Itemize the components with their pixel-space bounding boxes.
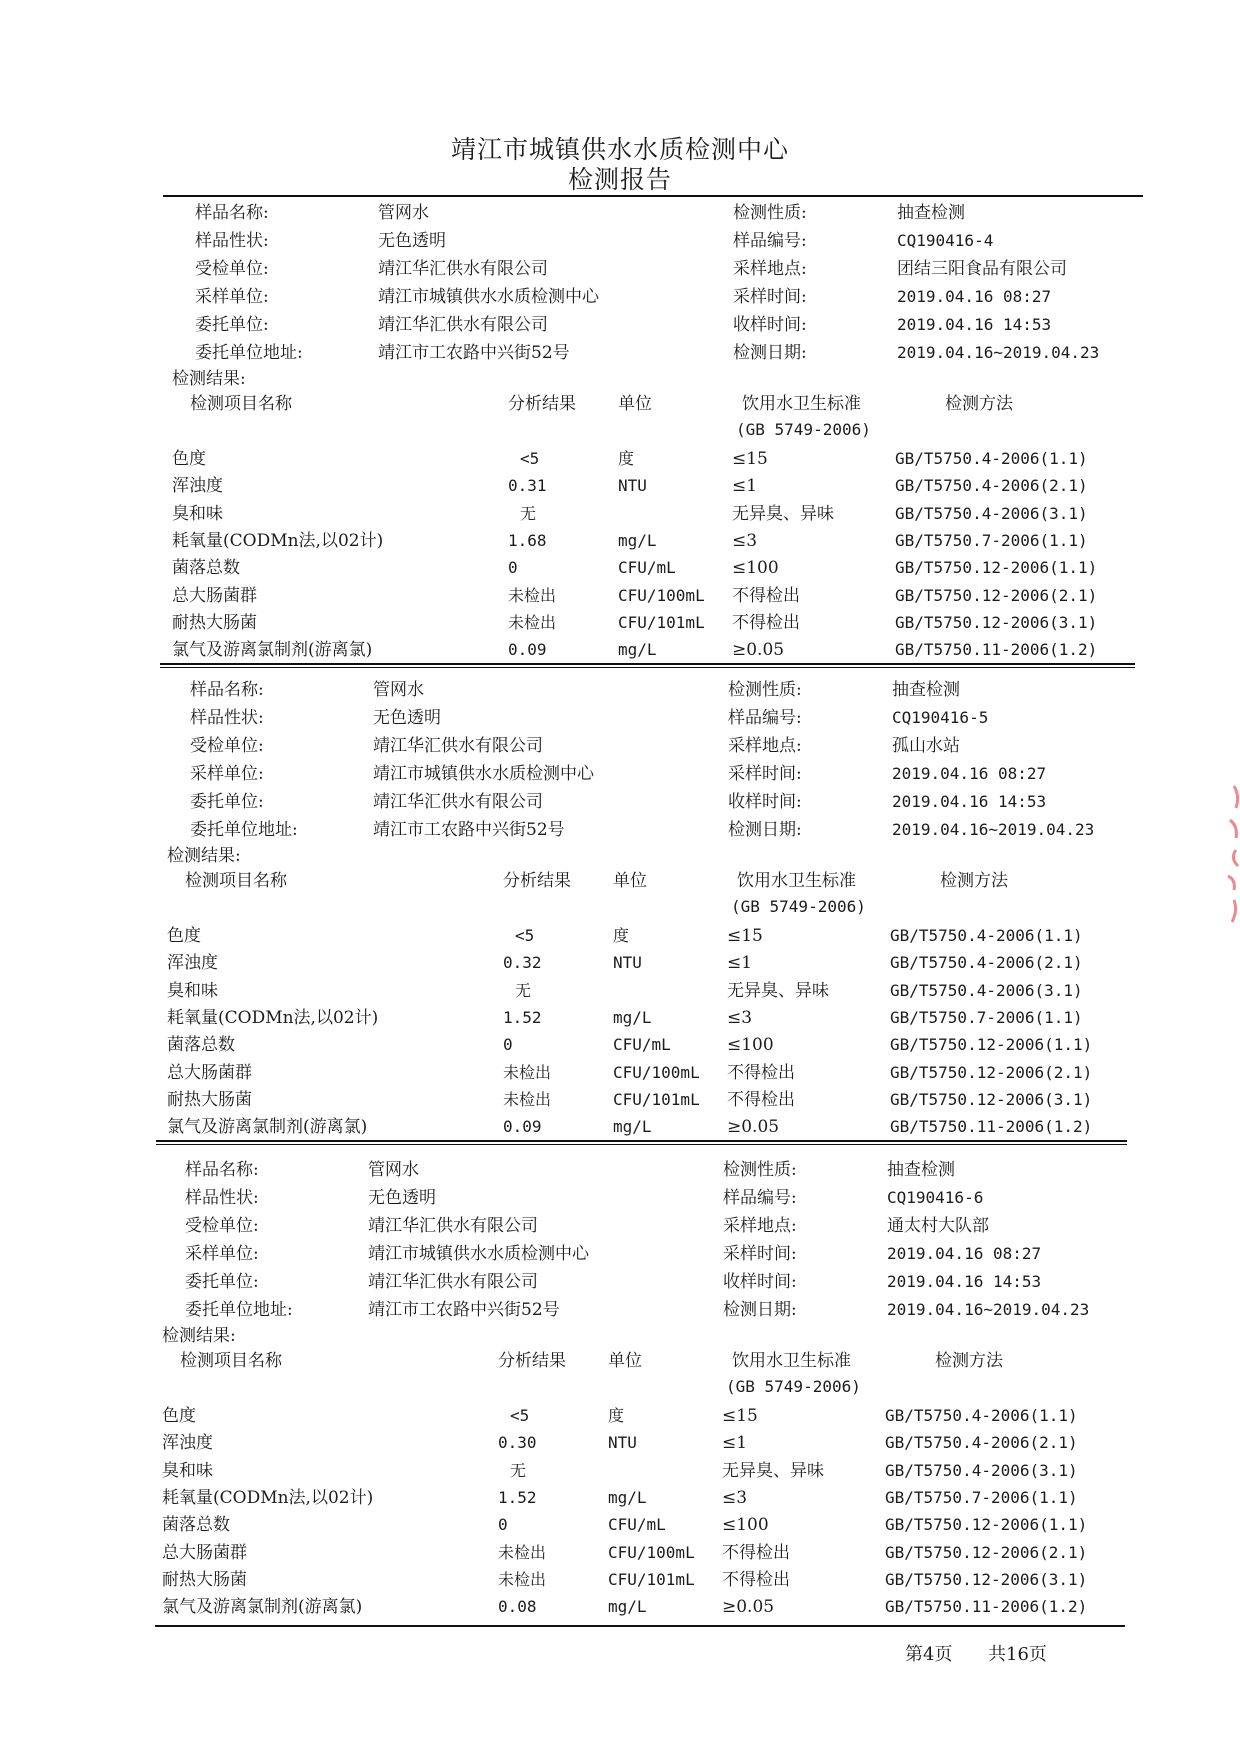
table-row xyxy=(0,1114,1240,1140)
value-sample-name: 管网水 xyxy=(373,680,424,700)
table-row xyxy=(0,1512,1240,1538)
value-sample-no: CQ190416-5 xyxy=(892,708,989,727)
label-sampling-site: 采样地点: xyxy=(733,259,807,279)
table-row xyxy=(0,583,1240,609)
cell-result: <5 xyxy=(515,926,535,945)
cell-item: 耐热大肠菌 xyxy=(167,1089,252,1110)
cell-result: 未检出 xyxy=(498,1542,547,1562)
cell-unit: mg/L xyxy=(613,1007,652,1027)
col-header-method: 检测方法 xyxy=(935,1351,1003,1371)
value-test-date: 2019.04.16~2019.04.23 xyxy=(887,1300,1090,1319)
cell-method: GB/T5750.12-2006(1.1) xyxy=(885,1515,1088,1535)
cell-result: 无 xyxy=(510,1460,527,1480)
table-header-subrow xyxy=(0,1374,1240,1400)
value-client-unit: 靖江华汇供水有限公司 xyxy=(368,1272,538,1292)
table-header-row xyxy=(0,868,1240,894)
cell-unit: CFU/mL xyxy=(613,1035,671,1055)
table-row xyxy=(0,950,1240,976)
info-row xyxy=(0,733,1240,759)
value-client-address: 靖江市工农路中兴街52号 xyxy=(378,343,570,363)
label-sample-no: 样品编号: xyxy=(733,231,807,251)
cell-item: 总大肠菌群 xyxy=(167,1062,252,1083)
cell-unit: 度 xyxy=(608,1406,625,1425)
cell-result: 0.09 xyxy=(503,1117,542,1137)
label-receive-time: 收样时间: xyxy=(733,315,807,335)
col-header-item: 检测项目名称 xyxy=(190,394,292,414)
cell-standard: ≥0.05 xyxy=(727,1117,780,1138)
cell-result: 0.32 xyxy=(503,953,542,973)
label-inspected-unit: 受检单位: xyxy=(195,259,269,279)
cell-result: 0.08 xyxy=(498,1597,537,1617)
label-inspected-unit: 受检单位: xyxy=(185,1216,259,1236)
value-client-unit: 靖江华汇供水有限公司 xyxy=(378,315,548,335)
info-row xyxy=(0,1297,1240,1323)
cell-item: 色度 xyxy=(167,926,201,946)
cell-method: GB/T5750.7-2006(1.1) xyxy=(885,1487,1078,1507)
table-row xyxy=(0,978,1240,1004)
value-receive-time: 2019.04.16 14:53 xyxy=(897,315,1052,334)
value-test-nature: 抽查检测 xyxy=(887,1160,955,1180)
cell-unit: CFU/101mL xyxy=(613,1089,700,1109)
page-number: 第4页 xyxy=(905,1644,953,1665)
cell-method: GB/T5750.4-2006(3.1) xyxy=(895,503,1088,523)
info-row xyxy=(0,1269,1240,1295)
cell-result: 0.09 xyxy=(508,640,547,660)
cell-method: GB/T5750.12-2006(2.1) xyxy=(895,585,1098,605)
label-receive-time: 收样时间: xyxy=(728,792,802,812)
col-header-standard-sub: (GB 5749-2006) xyxy=(731,897,866,916)
cell-result: 未检出 xyxy=(508,612,557,632)
cell-unit: mg/L xyxy=(618,640,657,660)
cell-unit: CFU/100mL xyxy=(608,1542,695,1562)
cell-result: 0.30 xyxy=(498,1433,537,1453)
info-row xyxy=(0,761,1240,787)
cell-item: 氯气及游离氯制剂(游离氯) xyxy=(162,1597,363,1618)
cell-standard: ≤15 xyxy=(722,1406,758,1426)
value-inspected-unit: 靖江华汇供水有限公司 xyxy=(368,1216,538,1236)
table-row xyxy=(0,473,1240,499)
cell-item: 臭和味 xyxy=(167,980,218,1001)
cell-item: 耐热大肠菌 xyxy=(172,612,257,633)
cell-item: 总大肠菌群 xyxy=(162,1542,247,1563)
table-row xyxy=(0,1403,1240,1429)
cell-method: GB/T5750.4-2006(1.1) xyxy=(895,449,1088,468)
section-separator-rule xyxy=(160,667,1135,668)
value-client-unit: 靖江华汇供水有限公司 xyxy=(373,792,543,812)
cell-result: 无 xyxy=(520,503,537,523)
results-heading-row xyxy=(0,366,1240,392)
cell-result: 未检出 xyxy=(503,1089,552,1109)
info-row xyxy=(0,1213,1240,1239)
results-heading: 检测结果: xyxy=(167,846,241,866)
label-test-nature: 检测性质: xyxy=(723,1160,797,1180)
value-test-nature: 抽查检测 xyxy=(892,680,960,700)
info-row xyxy=(0,284,1240,310)
cell-standard: 不得检出 xyxy=(727,1062,795,1083)
table-header-row xyxy=(0,391,1240,417)
cell-unit: CFU/101mL xyxy=(618,612,705,632)
label-sample-nature: 样品性状: xyxy=(185,1188,259,1208)
cell-standard: ≤3 xyxy=(727,1007,753,1028)
label-sampling-time: 采样时间: xyxy=(728,764,802,784)
cell-unit: mg/L xyxy=(613,1117,652,1137)
label-test-nature: 检测性质: xyxy=(733,203,807,223)
cell-item: 色度 xyxy=(172,449,206,469)
cell-standard: ≥0.05 xyxy=(722,1597,775,1618)
col-header-standard-sub: (GB 5749-2006) xyxy=(726,1377,861,1396)
table-row xyxy=(0,1594,1240,1620)
value-sampling-site: 孤山水站 xyxy=(892,736,960,756)
bottom-rule xyxy=(155,1625,1125,1627)
cell-standard: ≥0.05 xyxy=(732,640,785,661)
value-sampling-time: 2019.04.16 08:27 xyxy=(892,764,1047,783)
report-section xyxy=(0,200,1240,670)
value-sample-nature: 无色透明 xyxy=(368,1188,436,1208)
cell-result: 无 xyxy=(515,980,532,1000)
label-sampling-site: 采样地点: xyxy=(728,736,802,756)
label-sample-nature: 样品性状: xyxy=(190,708,264,728)
cell-standard: 无异臭、异味 xyxy=(727,980,829,1001)
col-header-item: 检测项目名称 xyxy=(180,1351,282,1371)
label-sampling-unit: 采样单位: xyxy=(195,287,269,307)
cell-result: 未检出 xyxy=(508,585,557,605)
report-section xyxy=(0,1157,1240,1627)
cell-unit: CFU/101mL xyxy=(608,1569,695,1589)
cell-item: 菌落总数 xyxy=(162,1515,230,1536)
table-row xyxy=(0,555,1240,581)
value-client-address: 靖江市工农路中兴街52号 xyxy=(368,1300,560,1320)
info-row xyxy=(0,228,1240,254)
label-client-unit: 委托单位: xyxy=(185,1272,259,1292)
label-client-address: 委托单位地址: xyxy=(185,1300,293,1320)
cell-item: 臭和味 xyxy=(172,503,223,524)
label-test-date: 检测日期: xyxy=(728,820,802,840)
cell-method: GB/T5750.12-2006(2.1) xyxy=(885,1542,1088,1562)
cell-result: 0.31 xyxy=(508,476,547,496)
table-header-subrow xyxy=(0,894,1240,920)
value-sample-name: 管网水 xyxy=(368,1160,419,1180)
cell-standard: 不得检出 xyxy=(732,612,800,633)
label-test-date: 检测日期: xyxy=(733,343,807,363)
label-sample-no: 样品编号: xyxy=(723,1188,797,1208)
label-sample-no: 样品编号: xyxy=(728,708,802,728)
table-row xyxy=(0,1485,1240,1511)
info-row xyxy=(0,312,1240,338)
label-client-unit: 委托单位: xyxy=(195,315,269,335)
cell-method: GB/T5750.4-2006(1.1) xyxy=(890,926,1083,945)
cell-unit: mg/L xyxy=(618,530,657,550)
cell-method: GB/T5750.12-2006(3.1) xyxy=(895,612,1098,632)
cell-method: GB/T5750.4-2006(1.1) xyxy=(885,1406,1078,1425)
value-sample-no: CQ190416-4 xyxy=(897,231,994,250)
label-sampling-unit: 采样单位: xyxy=(185,1244,259,1264)
cell-method: GB/T5750.12-2006(1.1) xyxy=(890,1035,1093,1055)
cell-method: GB/T5750.12-2006(3.1) xyxy=(885,1569,1088,1589)
info-row xyxy=(0,1185,1240,1211)
label-sample-name: 样品名称: xyxy=(195,203,269,223)
cell-standard: ≤100 xyxy=(722,1515,769,1536)
col-header-standard: 饮用水卫生标准 xyxy=(732,1351,851,1371)
col-header-method: 检测方法 xyxy=(945,394,1013,414)
info-row xyxy=(0,1157,1240,1183)
table-row xyxy=(0,610,1240,636)
table-row xyxy=(0,1005,1240,1031)
cell-item: 总大肠菌群 xyxy=(172,585,257,606)
table-row xyxy=(0,1540,1240,1566)
table-row xyxy=(0,1032,1240,1058)
section-separator-rule xyxy=(156,1140,1127,1142)
cell-standard: 不得检出 xyxy=(732,585,800,606)
value-sampling-time: 2019.04.16 08:27 xyxy=(887,1244,1042,1263)
cell-result: 1.52 xyxy=(503,1007,542,1027)
org-title: 靖江市城镇供水水质检测中心 xyxy=(450,135,789,164)
label-receive-time: 收样时间: xyxy=(723,1272,797,1292)
value-sample-nature: 无色透明 xyxy=(373,708,441,728)
cell-item: 耗氧量(CODMn法,以02计) xyxy=(167,1007,379,1028)
value-sampling-unit: 靖江市城镇供水水质检测中心 xyxy=(368,1244,589,1264)
value-sampling-unit: 靖江市城镇供水水质检测中心 xyxy=(378,287,599,307)
cell-result: 1.52 xyxy=(498,1487,537,1507)
info-row xyxy=(0,789,1240,815)
cell-standard: ≤100 xyxy=(727,1035,774,1056)
col-header-standard-sub: (GB 5749-2006) xyxy=(736,420,871,439)
cell-item: 臭和味 xyxy=(162,1460,213,1481)
cell-standard: 无异臭、异味 xyxy=(722,1460,824,1481)
col-header-result: 分析结果 xyxy=(498,1351,566,1371)
cell-item: 菌落总数 xyxy=(172,558,240,579)
value-inspected-unit: 靖江华汇供水有限公司 xyxy=(373,736,543,756)
cell-standard: ≤15 xyxy=(732,449,768,469)
cell-item: 耐热大肠菌 xyxy=(162,1569,247,1590)
cell-method: GB/T5750.4-2006(2.1) xyxy=(895,476,1088,496)
cell-standard: 无异臭、异味 xyxy=(732,503,834,524)
cell-method: GB/T5750.4-2006(2.1) xyxy=(885,1433,1078,1453)
table-row xyxy=(0,1458,1240,1484)
label-test-date: 检测日期: xyxy=(723,1300,797,1320)
info-row xyxy=(0,200,1240,226)
cell-standard: ≤3 xyxy=(722,1487,748,1508)
cell-method: GB/T5750.7-2006(1.1) xyxy=(895,530,1088,550)
cell-unit: mg/L xyxy=(608,1487,647,1507)
cell-method: GB/T5750.4-2006(2.1) xyxy=(890,953,1083,973)
cell-item: 菌落总数 xyxy=(167,1035,235,1056)
results-heading-row xyxy=(0,1323,1240,1349)
col-header-result: 分析结果 xyxy=(508,394,576,414)
cell-result: 未检出 xyxy=(503,1062,552,1082)
info-row xyxy=(0,705,1240,731)
table-row xyxy=(0,528,1240,554)
table-row xyxy=(0,1060,1240,1086)
cell-unit: mg/L xyxy=(608,1597,647,1617)
value-sampling-unit: 靖江市城镇供水水质检测中心 xyxy=(373,764,594,784)
label-sample-nature: 样品性状: xyxy=(195,231,269,251)
cell-result: 未检出 xyxy=(498,1569,547,1589)
table-row xyxy=(0,637,1240,663)
col-header-item: 检测项目名称 xyxy=(185,871,287,891)
table-row xyxy=(0,501,1240,527)
label-sampling-time: 采样时间: xyxy=(733,287,807,307)
table-row xyxy=(0,446,1240,472)
col-header-unit: 单位 xyxy=(618,394,652,414)
report-section xyxy=(0,677,1240,1147)
cell-standard: 不得检出 xyxy=(722,1569,790,1590)
label-sampling-time: 采样时间: xyxy=(723,1244,797,1264)
label-inspected-unit: 受检单位: xyxy=(190,736,264,756)
value-test-date: 2019.04.16~2019.04.23 xyxy=(892,820,1095,839)
cell-result: <5 xyxy=(520,449,540,468)
cell-unit: NTU xyxy=(618,476,647,496)
cell-item: 色度 xyxy=(162,1406,196,1426)
section-separator-rule xyxy=(156,1144,1127,1145)
cell-standard: ≤1 xyxy=(727,953,753,974)
table-header-row xyxy=(0,1348,1240,1374)
value-receive-time: 2019.04.16 14:53 xyxy=(892,792,1047,811)
label-sampling-site: 采样地点: xyxy=(723,1216,797,1236)
results-heading-row xyxy=(0,843,1240,869)
cell-result: 1.68 xyxy=(508,530,547,550)
cell-unit: CFU/100mL xyxy=(613,1062,700,1082)
col-header-standard: 饮用水卫生标准 xyxy=(737,871,856,891)
cell-standard: 不得检出 xyxy=(727,1089,795,1110)
seal-mark-fragment xyxy=(1218,780,1240,940)
info-row xyxy=(0,340,1240,366)
value-sample-no: CQ190416-6 xyxy=(887,1188,984,1207)
label-sample-name: 样品名称: xyxy=(185,1160,259,1180)
label-test-nature: 检测性质: xyxy=(728,680,802,700)
cell-item: 氯气及游离氯制剂(游离氯) xyxy=(167,1117,368,1138)
col-header-unit: 单位 xyxy=(613,871,647,891)
cell-method: GB/T5750.7-2006(1.1) xyxy=(890,1007,1083,1027)
cell-result: <5 xyxy=(510,1406,530,1425)
cell-unit: CFU/mL xyxy=(608,1515,666,1535)
value-sampling-site: 团结三阳食品有限公司 xyxy=(897,259,1067,279)
cell-method: GB/T5750.12-2006(2.1) xyxy=(890,1062,1093,1082)
cell-method: GB/T5750.11-2006(1.2) xyxy=(895,640,1098,660)
cell-method: GB/T5750.12-2006(1.1) xyxy=(895,558,1098,578)
label-sampling-unit: 采样单位: xyxy=(190,764,264,784)
table-row xyxy=(0,1567,1240,1593)
cell-method: GB/T5750.4-2006(3.1) xyxy=(885,1460,1078,1480)
value-receive-time: 2019.04.16 14:53 xyxy=(887,1272,1042,1291)
value-sampling-time: 2019.04.16 08:27 xyxy=(897,287,1052,306)
cell-item: 浑浊度 xyxy=(172,476,223,497)
value-client-address: 靖江市工农路中兴街52号 xyxy=(373,820,565,840)
cell-method: GB/T5750.11-2006(1.2) xyxy=(890,1117,1093,1137)
cell-unit: CFU/mL xyxy=(618,558,676,578)
section-separator-rule xyxy=(160,663,1135,665)
label-client-address: 委托单位地址: xyxy=(190,820,298,840)
cell-item: 浑浊度 xyxy=(167,953,218,974)
value-test-date: 2019.04.16~2019.04.23 xyxy=(897,343,1100,362)
cell-item: 浑浊度 xyxy=(162,1433,213,1454)
cell-standard: ≤100 xyxy=(732,558,779,579)
col-header-standard: 饮用水卫生标准 xyxy=(742,394,861,414)
cell-method: GB/T5750.12-2006(3.1) xyxy=(890,1089,1093,1109)
cell-unit: NTU xyxy=(613,953,642,973)
cell-standard: ≤15 xyxy=(727,926,763,946)
cell-result: 0 xyxy=(503,1035,513,1055)
value-sampling-site: 通太村大队部 xyxy=(887,1216,989,1236)
cell-method: GB/T5750.11-2006(1.2) xyxy=(885,1597,1088,1617)
value-test-nature: 抽查检测 xyxy=(897,203,965,223)
cell-unit: CFU/100mL xyxy=(618,585,705,605)
cell-standard: ≤3 xyxy=(732,530,758,551)
cell-item: 耗氧量(CODMn法,以02计) xyxy=(172,530,384,551)
table-row xyxy=(0,923,1240,949)
info-row xyxy=(0,677,1240,703)
info-row xyxy=(0,817,1240,843)
table-header-subrow xyxy=(0,417,1240,443)
col-header-result: 分析结果 xyxy=(503,871,571,891)
cell-unit: 度 xyxy=(613,926,630,945)
top-rule xyxy=(163,195,1143,197)
cell-standard: ≤1 xyxy=(722,1433,748,1454)
col-header-method: 检测方法 xyxy=(940,871,1008,891)
label-sample-name: 样品名称: xyxy=(190,680,264,700)
cell-result: 0 xyxy=(498,1515,508,1535)
cell-unit: 度 xyxy=(618,449,635,468)
cell-result: 0 xyxy=(508,558,518,578)
col-header-unit: 单位 xyxy=(608,1351,642,1371)
table-row xyxy=(0,1087,1240,1113)
results-heading: 检测结果: xyxy=(172,369,246,389)
cell-item: 氯气及游离氯制剂(游离氯) xyxy=(172,640,373,661)
cell-method: GB/T5750.4-2006(3.1) xyxy=(890,980,1083,1000)
page-total: 共16页 xyxy=(988,1644,1047,1665)
report-title: 检测报告 xyxy=(567,165,672,194)
value-sample-nature: 无色透明 xyxy=(378,231,446,251)
info-row xyxy=(0,1241,1240,1267)
value-inspected-unit: 靖江华汇供水有限公司 xyxy=(378,259,548,279)
cell-standard: 不得检出 xyxy=(722,1542,790,1563)
info-row xyxy=(0,256,1240,282)
value-sample-name: 管网水 xyxy=(378,203,429,223)
label-client-unit: 委托单位: xyxy=(190,792,264,812)
cell-standard: ≤1 xyxy=(732,476,758,497)
results-heading: 检测结果: xyxy=(162,1326,236,1346)
label-client-address: 委托单位地址: xyxy=(195,343,303,363)
table-row xyxy=(0,1430,1240,1456)
cell-unit: NTU xyxy=(608,1433,637,1453)
cell-item: 耗氧量(CODMn法,以02计) xyxy=(162,1487,374,1508)
